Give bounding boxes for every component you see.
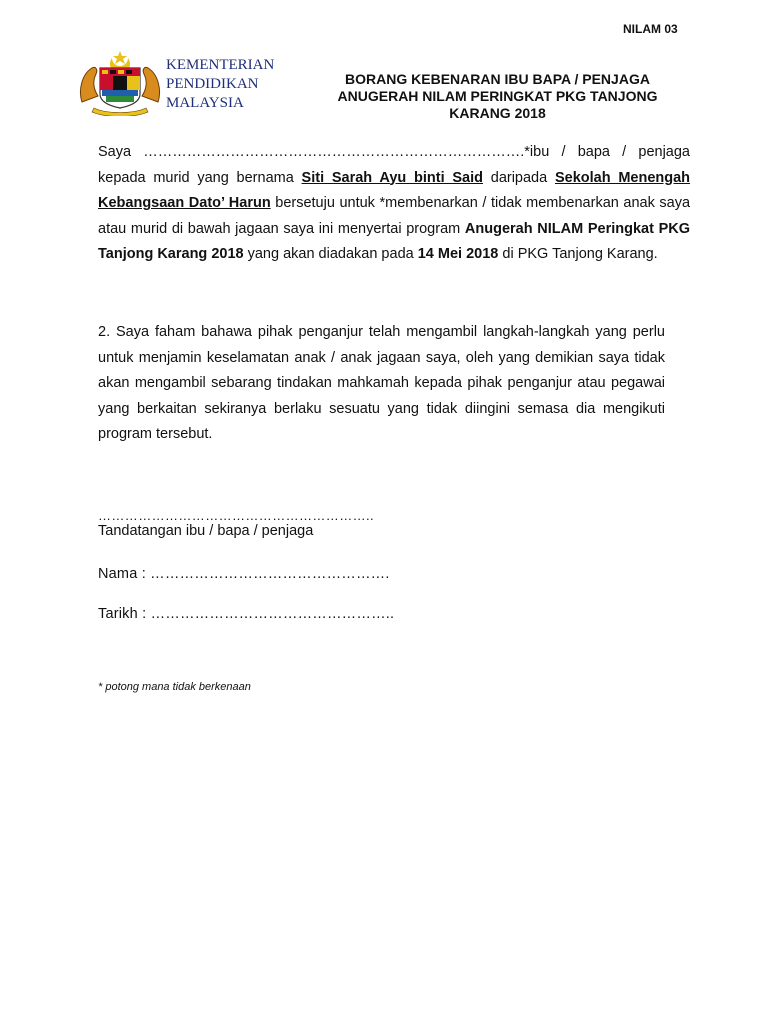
ministry-line: KEMENTERIAN [166, 57, 275, 73]
footnote: * potong mana tidak berkenaan [98, 681, 251, 693]
form-title [300, 71, 695, 122]
ministry-name [166, 56, 274, 113]
title-line: ANUGERAH NILAM PERINGKAT PKG TANJONG [337, 88, 658, 104]
name-field: Nama : …………………………………………. [98, 566, 390, 582]
signature-line: …………………………………………………….. [98, 508, 375, 523]
parent-name-blank: …………………………………………………………………… [143, 144, 521, 160]
held-on-text: yang akan diadakan pada [247, 246, 414, 262]
student-name: Siti Sarah Ayu binti Said [301, 169, 483, 186]
document-code: NILAM 03 [623, 22, 678, 36]
daripada-text: daripada [490, 169, 548, 186]
signature-label: Tandatangan ibu / bapa / penjaga [98, 523, 314, 539]
school-name: Sekolah Menengah Kebangsaan Dato’ Harun [98, 169, 691, 211]
ministry-line: PENDIDIKAN [166, 76, 259, 92]
consent-paragraph [98, 140, 690, 268]
date-field: Tarikh : ………………………………………….. [98, 606, 395, 622]
role-text: .*ibu / bapa / penjaga kepada murid yang bernama [98, 144, 690, 186]
consent-text: bersetuju untuk *membenarkan / tidak membenarkan anak saya atau murid di bawah jagaan saya ini menyertai program [98, 195, 691, 237]
malaysia-coat-of-arms-icon [76, 50, 164, 116]
event-date: 14 Mei 2018 [417, 246, 499, 262]
ministry-line: MALAYSIA [166, 95, 244, 111]
program-name: Anugerah NILAM Peringkat PKG Tanjong Karang 2018 [98, 220, 691, 262]
liability-paragraph: 2. Saya faham bahawa pihak penganjur telah mengambil langkah-langkah yang perlu untuk menjamin keselamatan anak / anak jagaan saya, oleh yang demikian saya tidak akan mengambil sebarang tindakan mahkamah kepada pihak penganjur atau pegawai yang berkaitan sekiranya berlaku sesuatu yang tidak diingini semasa dia mengikuti program tersebut. [98, 324, 665, 442]
title-line: BORANG KEBENARAN IBU BAPA / PENJAGA [345, 71, 650, 87]
saya-text: Saya [98, 144, 132, 160]
venue-text: di PKG Tanjong Karang. [502, 246, 658, 262]
title-line: KARANG 2018 [449, 105, 546, 121]
